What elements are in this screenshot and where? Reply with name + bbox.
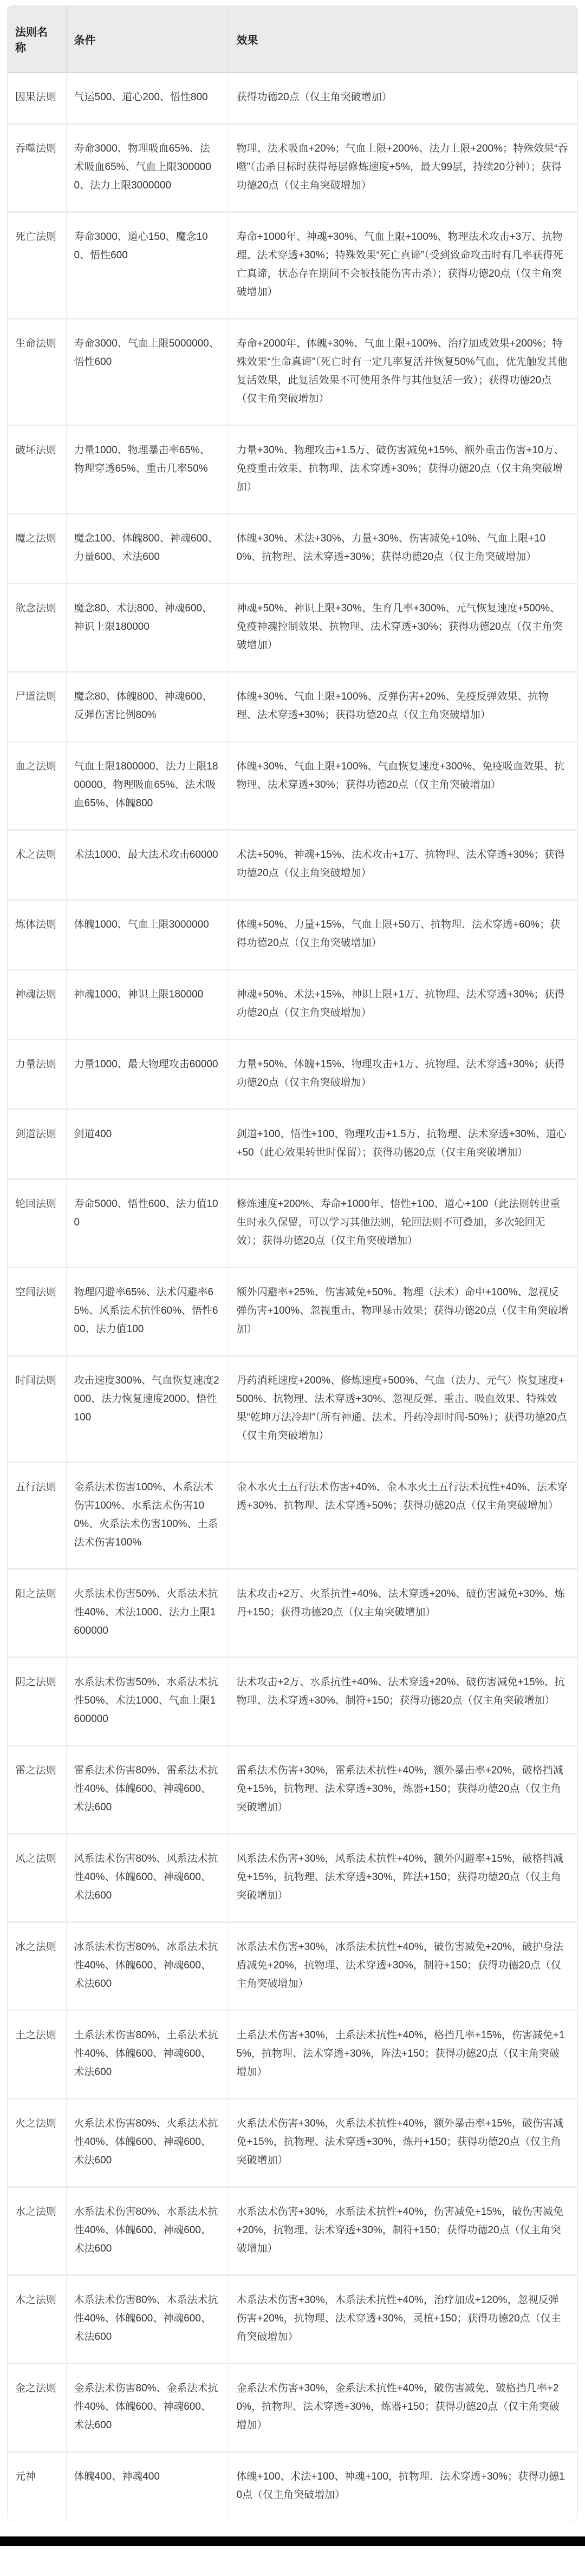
table-row [8,1834,577,1922]
law-name-cell: 阴之法则 [8,1658,66,1746]
law-name-cell: 五行法则 [8,1463,66,1569]
effect-cell: 神魂+50%、神识上限+30%、生育几率+300%、元气恢复速度+500%、免疫神魂控制效果、抗物理、法术穿透+30%；获得功德20点（仅主角突破增加） [229,584,577,672]
table-row [8,1179,577,1268]
bottom-bar [0,2536,585,2546]
table-row [8,1922,577,2011]
condition-cell: 土系法术伤害80%、土系法术抗性40%、体魄600、神魂600、术法600 [66,2011,229,2099]
condition-cell: 寿命3000、道心150、魔念100、悟性600 [66,212,229,319]
table-row [8,1040,577,1110]
table-row [8,1658,577,1746]
header-law-name: 法则名称 [8,6,66,73]
header-effect: 效果 [229,6,577,73]
condition-cell: 气血上限1800000、法力上限1800000、物理吸血65%、法术吸血65%、体魄800 [66,742,229,830]
law-name-cell: 魔之法则 [8,514,66,584]
effect-cell: 冰系法术伤害+30%，冰系法术抗性+40%，破伤害减免+20%，破护身法盾减免+20%，抗物理、法术穿透+30%，制符+150；获得功德20点（仅主角突破增加） [229,1922,577,2011]
condition-cell: 寿命3000、气血上限5000000、悟性600 [66,319,229,426]
table-row [8,2187,577,2275]
law-name-cell: 时间法则 [8,1356,66,1463]
condition-cell: 气运500、道心200、悟性800 [66,73,229,124]
table-row [8,672,577,742]
condition-cell: 体魄1000、气血上限3000000 [66,900,229,970]
effect-cell: 力量+50%、体魄+15%、物理攻击+1万、抗物理、法术穿透+30%；获得功德20点（仅主角突破增加） [229,1040,577,1110]
law-name-cell: 因果法则 [8,73,66,124]
table-row [8,830,577,900]
table-row [8,73,577,124]
law-name-cell: 水之法则 [8,2187,66,2275]
effect-cell: 修炼速度+200%、寿命+1000年、悟性+100、道心+100（此法则转世重生时永久保留，可以学习其他法则，轮回法则不可叠加，多次轮回无效）；获得功德20点（仅主角突破增加） [229,1179,577,1268]
condition-cell: 火系法术伤害50%、火系法术抗性40%、术法1000、法力上限1600000 [66,1569,229,1658]
table-row [8,514,577,584]
effect-cell: 金系法术伤害+30%，金系法术抗性+40%，破伤害减免、破格挡几率+20%，抗物理、法术穿透+30%，炼器+150；获得功德20点（仅主角突破增加） [229,2364,577,2452]
table-row [8,1746,577,1834]
header-row [8,6,577,73]
law-name-cell: 雷之法则 [8,1746,66,1834]
condition-cell: 力量1000、物理暴击率65%、物理穿透65%、重击几率50% [66,426,229,514]
condition-cell: 木系法术伤害80%、木系法术抗性40%、体魄600、神魂600、术法600 [66,2275,229,2364]
effect-cell: 火系法术伤害+30%，火系法术抗性+40%，额外暴击率+15%，破伤害减免+15%，抗物理、法术穿透+30%，炼丹+150；获得功德20点（仅主角突破增加） [229,2099,577,2187]
table-row [8,970,577,1040]
law-name-cell: 血之法则 [8,742,66,830]
table-row [8,2364,577,2452]
condition-cell: 力量1000、最大物理攻击60000 [66,1040,229,1110]
bottom-gap [0,2521,585,2536]
condition-cell: 攻击速度300%、气血恢复速度2000、法力恢复速度2000、悟性100 [66,1356,229,1463]
condition-cell: 体魄400、神魂400 [66,2452,229,2521]
effect-cell: 体魄+30%、气血上限+100%、反弹伤害+20%、免疫反弹效果、抗物理、法术穿透+30%；获得功德20点（仅主角突破增加） [229,672,577,742]
condition-cell: 神魂1000、神识上限180000 [66,970,229,1040]
law-name-cell: 术之法则 [8,830,66,900]
law-name-cell: 生命法则 [8,319,66,426]
effect-cell: 丹药消耗速度+200%、修炼速度+500%、气血（法力、元气）恢复速度+500%、抗物理、法术穿透+30%、忽视反弹、重击、吸血效果、特殊效果“乾坤万法冷却”（所有神通、法术、丹药冷却时间-50%）；获得功德20点（仅主角突破增加） [229,1356,577,1463]
condition-cell: 魔念100、体魄800、神魂600、力量600、术法600 [66,514,229,584]
effect-cell: 土系法术伤害+30%，土系法术抗性+40%，格挡几率+15%，伤害减免+15%，抗物理、法术穿透+30%，阵法+150；获得功德20点（仅主角突破增加） [229,2011,577,2099]
effect-cell: 剑道+100、悟性+100、物理攻击+1.5万、抗物理、法术穿透+30%、道心+50（此心效果转世时保留）；获得功德20点（仅主角突破增加） [229,1110,577,1179]
effect-cell: 体魄+100、术法+100、神魂+100，抗物理、法术穿透+30%；获得功德10点（仅主角突破增加） [229,2452,577,2521]
effect-cell: 物理、法术吸血+20%；气血上限+200%、法力上限+200%；特殊效果“吞噬”（击杀目标时获得每层修炼速度+5%，最大99层，持续20分钟）；获得功德20点（仅主角突破增加） [229,124,577,212]
effect-cell: 法术攻击+2万、火系抗性+40%、法术穿透+20%、破伤害减免+30%、炼丹+150；获得功德20点（仅主角突破增加） [229,1569,577,1658]
law-name-cell: 吞噬法则 [8,124,66,212]
effect-cell: 力量+30%、物理攻击+1.5万、破伤害减免+15%、额外重击伤害+10万、免疫重击效果、抗物理、法术穿透+30%；获得功德20点（仅主角突破增加） [229,426,577,514]
table-row [8,2452,577,2521]
effect-cell: 寿命+2000年、体魄+30%、气血上限+100%、治疗加成效果+200%；特殊效果“生命真谛”（死亡时有一定几率复活并恢复50%气血，优先触发其他复活效果，此复活效果不可使用条件与其他复活一致）；获得功德20点（仅主角突破增加） [229,319,577,426]
law-table-card [7,5,578,2521]
law-name-cell: 神魂法则 [8,970,66,1040]
condition-cell: 水系法术伤害80%、水系法术抗性40%、体魄600、神魂600、术法600 [66,2187,229,2275]
effect-cell: 木系法术伤害+30%，木系法术抗性+40%，治疗加成+120%，忽视反弹伤害+20%，抗物理、法术穿透+30%，灵植+150；获得功德20点（仅主角突破增加） [229,2275,577,2364]
law-name-cell: 风之法则 [8,1834,66,1922]
condition-cell: 风系法术伤害80%、风系法术抗性40%、体魄600、神魂600、术法600 [66,1834,229,1922]
law-name-cell: 炼体法则 [8,900,66,970]
condition-cell: 火系法术伤害80%、火系法术抗性40%、体魄600、神魂600、术法600 [66,2099,229,2187]
header-condition: 条件 [66,6,229,73]
table-row [8,2099,577,2187]
effect-cell: 风系法术伤害+30%，风系法术抗性+40%，额外闪避率+15%，破格挡减免+15%，抗物理、法术穿透+30%，阵法+150；获得功德20点（仅主角突破增加） [229,1834,577,1922]
condition-cell: 术法1000、最大法术攻击60000 [66,830,229,900]
effect-cell: 获得功德20点（仅主角突破增加） [229,73,577,124]
condition-cell: 寿命5000、悟性600、法力值100 [66,1179,229,1268]
law-name-cell: 土之法则 [8,2011,66,2099]
table-row [8,1463,577,1569]
table-row [8,900,577,970]
condition-cell: 魔念80、术法800、神魂600、神识上限180000 [66,584,229,672]
law-name-cell: 阳之法则 [8,1569,66,1658]
condition-cell: 冰系法术伤害80%、冰系法术抗性40%、体魄600、神魂600、术法600 [66,1922,229,2011]
law-name-cell: 死亡法则 [8,212,66,319]
effect-cell: 法术攻击+2万、水系抗性+40%、法术穿透+20%、破伤害减免+15%、抗物理、法术穿透+30%、制符+150；获得功德20点（仅主角突破增加） [229,1658,577,1746]
law-name-cell: 火之法则 [8,2099,66,2187]
law-name-cell: 金之法则 [8,2364,66,2452]
law-name-cell: 欲念法则 [8,584,66,672]
law-name-cell: 元神 [8,2452,66,2521]
table-row [8,1110,577,1179]
effect-cell: 体魄+50%、力量+15%、气血上限+50万、抗物理、法术穿透+60%；获得功德20点（仅主角突破增加） [229,900,577,970]
effect-cell: 术法+50%、神魂+15%、法术攻击+1万、抗物理、法术穿透+30%；获得功德20点（仅主角突破增加） [229,830,577,900]
law-table-header [8,6,577,73]
table-row [8,1569,577,1658]
table-row [8,584,577,672]
table-row [8,1268,577,1356]
law-name-cell: 尸道法则 [8,672,66,742]
condition-cell: 水系法术伤害50%、水系法术抗性50%、术法1000、气血上限1600000 [66,1658,229,1746]
effect-cell: 体魄+30%、术法+30%、力量+30%、伤害减免+10%、气血上限+100%、抗物理、法术穿透+30%；获得功德20点（仅主角突破增加） [229,514,577,584]
condition-cell: 物理闪避率65%、法术闪避率65%、风系法术抗性60%、悟性600、法力值100 [66,1268,229,1356]
condition-cell: 魔念80、体魄800、神魂600、反弹伤害比例80% [66,672,229,742]
condition-cell: 金系法术伤害100%、木系法术伤害100%、水系法术伤害100%、火系法术伤害100%、土系法术伤害100% [66,1463,229,1569]
table-row [8,2275,577,2364]
effect-cell: 体魄+30%、气血上限+100%、气血恢复速度+300%、免疫吸血效果、抗物理、法术穿透+30%；获得功德20点（仅主角突破增加） [229,742,577,830]
effect-cell: 水系法术伤害+30%，水系法术抗性+40%，伤害减免+15%，破伤害减免+20%，抗物理、法术穿透+30%，制符+150；获得功德20点（仅主角突破增加） [229,2187,577,2275]
table-row [8,212,577,319]
effect-cell: 寿命+1000年、神魂+30%、气血上限+100%、物理法术攻击+3万、抗物理、法术穿透+30%；特殊效果“死亡真谛”（受到致命攻击时有几率获得死亡真谛，状态存在期间不会被技能伤害击杀）；获得功德20点（仅主角突破增加） [229,212,577,319]
law-name-cell: 轮回法则 [8,1179,66,1268]
table-row [8,319,577,426]
table-row [8,124,577,212]
effect-cell: 神魂+50%、术法+15%、神识上限+1万、抗物理、法术穿透+30%；获得功德20点（仅主角突破增加） [229,970,577,1040]
condition-cell: 雷系法术伤害80%、雷系法术抗性40%、体魄600、神魂600、术法600 [66,1746,229,1834]
law-table-body [8,73,577,2521]
table-row [8,742,577,830]
law-name-cell: 破坏法则 [8,426,66,514]
condition-cell: 剑道400 [66,1110,229,1179]
law-name-cell: 空间法则 [8,1268,66,1356]
law-table [8,6,577,2521]
effect-cell: 金木水火土五行法术伤害+40%、金木水火土五行法术抗性+40%、法术穿透+30%、抗物理、法术穿透+50%；获得功德20点（仅主角突破增加） [229,1463,577,1569]
law-name-cell: 木之法则 [8,2275,66,2364]
effect-cell: 额外闪避率+25%、伤害减免+50%、物理（法术）命中+100%、忽视反弹伤害+100%、忽视重击、物理暴击效果；获得功德20点（仅主角突破增加） [229,1268,577,1356]
effect-cell: 雷系法术伤害+30%，雷系法术抗性+40%，额外暴击率+20%，破格挡减免+15%，抗物理、法术穿透+30%，炼器+150；获得功德20点（仅主角突破增加） [229,1746,577,1834]
condition-cell: 寿命3000、物理吸血65%、法术吸血65%、气血上限3000000、法力上限3000000 [66,124,229,212]
law-name-cell: 冰之法则 [8,1922,66,2011]
condition-cell: 金系法术伤害80%、金系法术抗性40%、体魄600、神魂600、术法600 [66,2364,229,2452]
table-row [8,426,577,514]
law-name-cell: 剑道法则 [8,1110,66,1179]
table-row [8,1356,577,1463]
law-name-cell: 力量法则 [8,1040,66,1110]
table-row [8,2011,577,2099]
